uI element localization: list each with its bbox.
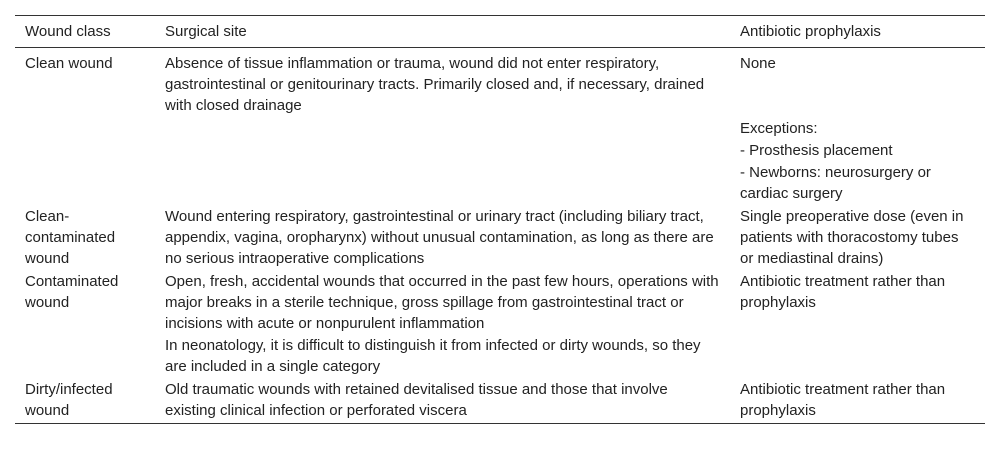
- table-header-row: [15, 16, 985, 48]
- table-row: [15, 271, 985, 379]
- prophylaxis-text: Single preoperative dose (even in patients with thoracostomy tubes or mediastinal drains): [740, 208, 964, 267]
- wound-class-cell: Contaminated wound: [25, 273, 119, 311]
- surgical-site-cell: [155, 271, 730, 379]
- surgical-site-text: Wound entering respiratory, gastrointestinal or urinary tract (including biliary tract, appendix, vagina, oropharynx) without unusual contamination, as long as there are no serious intraoperative complications: [165, 208, 714, 267]
- surgical-site-text: Old traumatic wounds with retained devitalised tissue and those that involve existing clinical infection or perforated viscera: [165, 381, 668, 419]
- wound-classification-table: [15, 15, 985, 424]
- prophylaxis-cell: [730, 271, 985, 379]
- table-row: [15, 48, 985, 207]
- exception-item: - Newborns: neurosurgery or cardiac surgery: [740, 164, 931, 202]
- surgical-site-text: Open, fresh, accidental wounds that occurred in the past few hours, operations with major breaks in a sterile technique, gross spillage from gastrointestinal tract or incisions with acute or nonpurulent inflammation: [165, 273, 719, 332]
- prophylaxis-text: Antibiotic treatment rather than prophylaxis: [740, 381, 946, 419]
- exception-item: - Prosthesis placement: [740, 142, 893, 159]
- surgical-site-cell: [155, 379, 730, 424]
- surgical-site-cell: [155, 48, 730, 207]
- header-wound-class: Wound class: [25, 23, 111, 40]
- table-row: [15, 379, 985, 424]
- wound-class-cell: Clean wound: [25, 55, 113, 72]
- exceptions-label: Exceptions:: [740, 120, 818, 137]
- prophylaxis-cell: [730, 206, 985, 271]
- prophylaxis-text: Antibiotic treatment rather than prophylaxis: [740, 273, 946, 311]
- wound-classification-table-container: [15, 15, 985, 424]
- wound-class-cell: Dirty/infected wound: [25, 381, 113, 419]
- prophylaxis-cell: [730, 379, 985, 424]
- table-row: [15, 206, 985, 271]
- prophylaxis-text: None: [740, 55, 776, 72]
- prophylaxis-cell: [730, 48, 985, 207]
- surgical-site-text: Absence of tissue inflammation or trauma, wound did not enter respiratory, gastrointestinal or genitourinary tracts. Primarily closed and, if necessary, drained with closed drainage: [165, 55, 705, 114]
- wound-class-cell: Clean-contaminated wound: [25, 208, 116, 267]
- surgical-site-cell: [155, 206, 730, 271]
- header-antibiotic-prophylaxis: Antibiotic prophylaxis: [740, 23, 881, 40]
- surgical-site-note: In neonatology, it is difficult to distinguish it from infected or dirty wounds, so they are included in a single category: [165, 337, 701, 375]
- header-surgical-site: Surgical site: [165, 23, 247, 40]
